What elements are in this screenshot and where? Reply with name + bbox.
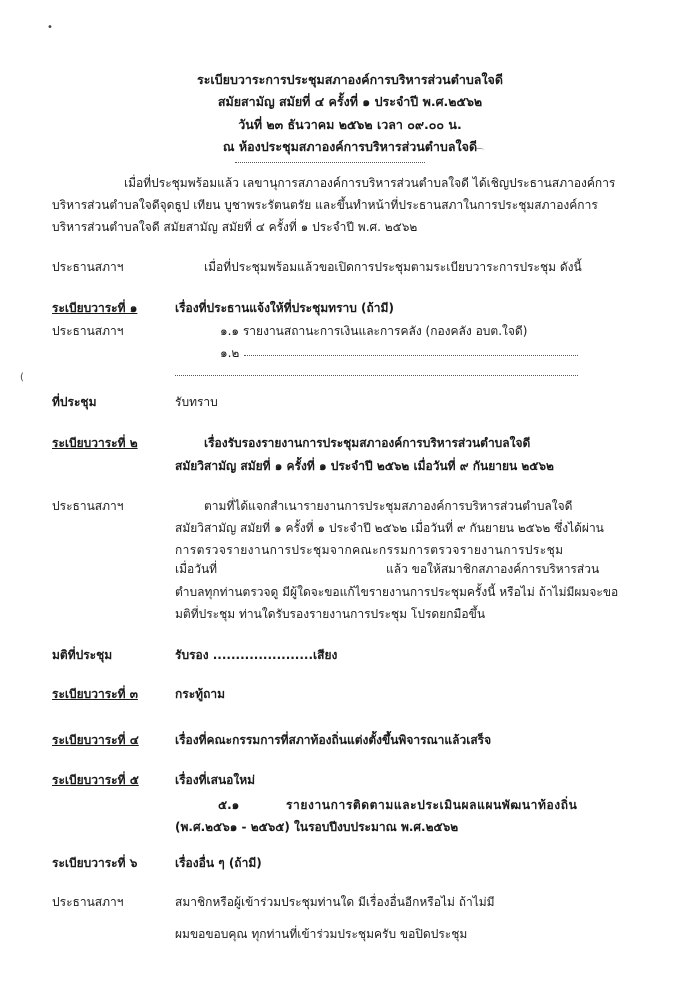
header-title: ระเบียบวาระการประชุมสภาองค์การบริหารส่วนตำบลใจดี: [197, 72, 503, 87]
header-venue: ณ ห้องประชุมสภาองค์การบริหารส่วนตำบลใจดี: [222, 139, 478, 154]
agenda-2-body-line-6: มติที่ประชุม ท่านใดรับรองรายงานการประชุม โปรดยกมือขึ้น: [175, 607, 486, 621]
agenda-4-label: ระเบียบวาระที่ ๔: [52, 733, 139, 747]
agenda-1-title: เรื่องที่ประธานแจ้งให้ที่ประชุมทราบ (ถ้ามี): [175, 301, 394, 315]
scan-dot-mark: •: [47, 22, 53, 33]
agenda-2-body-line-3: การตรวจรายงานการประชุมจากคณะกรรมการตรวจรายงานการประชุม: [175, 543, 564, 557]
agenda-2-body-line-4-start: เมื่อวันที่: [175, 562, 218, 576]
agenda-4-title: เรื่องที่คณะกรรมการที่สภาท้องถิ่นแต่งตั้งขึ้นพิจารณาแล้วเสร็จ: [175, 733, 492, 747]
agenda-1-item-2-blank: [244, 355, 578, 356]
scan-margin-mark: (: [20, 372, 24, 383]
agenda-1-resolution-label: ที่ประชุม: [52, 395, 97, 409]
agenda-6-closing-line-2: ผมขอขอบคุณ ทุกท่านที่เข้าร่วมประชุมครับ ขอปิดประชุม: [175, 927, 468, 941]
agenda-5-title: เรื่องที่เสนอใหม่: [175, 773, 256, 787]
header-date: วันที่ ๒๓ ธันวาคม ๒๕๖๒ เวลา ๐๙.๐๐ น.: [238, 117, 462, 132]
agenda-1-label: ระเบียบวาระที่ ๑: [52, 301, 138, 315]
agenda-2-label: ระเบียบวาระที่ ๒: [52, 436, 138, 450]
agenda-3-title: กระทู้ถาม: [175, 687, 225, 701]
intro-line-1: เมื่อที่ประชุมพร้อมแล้ว เลขานุการสภาองค์การบริหารส่วนตำบลใจดี ได้เชิญประธานสภาองค์การ: [124, 176, 616, 190]
header-session: สมัยสามัญ สมัยที่ ๔ ครั้งที่ ๑ ประจำปี พ.ศ.๒๕๖๒: [217, 94, 483, 109]
agenda-1-item-2: ๑.๒: [220, 346, 240, 360]
agenda-2-body-line-1: ตามที่ได้แจกสำเนารายงานการประชุมสภาองค์การบริหารส่วนตำบลใจดี: [204, 499, 573, 513]
agenda-5-item-number: ๕.๑: [218, 798, 240, 812]
agenda-2-body-line-5: ตำบลทุกท่านตรวจดู มีผู้ใดจะขอแก้ไขรายงานการประชุมครั้งนี้ หรือไม่ ถ้าไม่มีผมจะขอ: [175, 585, 619, 599]
intro-line-3: บริหารส่วนตำบลใจดี สมัยสามัญ สมัยที่ ๔ ครั้งที่ ๑ ประจำปี พ.ศ. ๒๕๖๒: [52, 220, 418, 234]
header-divider: [235, 162, 425, 163]
agenda-5-item-line-2: (พ.ศ.๒๕๖๑ - ๒๕๖๕) ในรอบปีงบประมาณ พ.ศ.๒๕๖๒: [175, 820, 459, 834]
agenda-6-closing-line-1: สมาชิกหรือผู้เข้าร่วมประชุมท่านใด มีเรื่องอื่นอีกหรือไม่ ถ้าไม่มี: [175, 895, 495, 909]
agenda-2-title-line-2: สมัยวิสามัญ สมัยที่ ๑ ครั้งที่ ๑ ประจำปี ๒๕๖๒ เมื่อวันที่ ๙ กันยายน ๒๕๖๒: [175, 459, 554, 473]
agenda-6-title: เรื่องอื่น ๆ (ถ้ามี): [175, 856, 262, 870]
opening-text: เมื่อที่ประชุมพร้อมแล้วขอเปิดการประชุมตามระเบียบวาระการประชุม ดังนี้: [204, 260, 582, 274]
opening-speaker: ประธานสภาฯ: [52, 260, 124, 274]
agenda-2-title-line-1: เรื่องรับรองรายงานการประชุมสภาองค์การบริหารส่วนตำบลใจดี: [204, 436, 531, 450]
agenda-2-body-line-2: สมัยวิสามัญ สมัยที่ ๑ ครั้งที่ ๑ ประจำปี ๒๕๖๒ เมื่อวันที่ ๙ กันยายน ๒๕๖๒ ซึ่งได้ผ่าน: [175, 521, 604, 535]
intro-line-2: บริหารส่วนตำบลใจดีจุดธูป เทียน บูชาพระรัตนตรัย และขึ้นทำหน้าที่ประธานสภาในการประชุมสภาองค์การ: [52, 198, 598, 212]
agenda-6-label: ระเบียบวาระที่ ๖: [52, 856, 138, 870]
agenda-1-resolution-text: รับทราบ: [175, 395, 218, 409]
agenda-1-item-1: ๑.๑ รายงานสถานะการเงินและการคลัง (กองคลัง อบต.ใจดี): [220, 324, 528, 338]
agenda-1-speaker: ประธานสภาฯ: [52, 324, 124, 338]
scan-tick-mark: ⌒: [475, 149, 485, 159]
agenda-3-label: ระเบียบวาระที่ ๓: [52, 687, 138, 701]
agenda-1-extra-blank: [175, 375, 578, 376]
agenda-2-resolution-text: รับรอง ......................เสียง: [175, 648, 338, 662]
agenda-5-label: ระเบียบวาระที่ ๕: [52, 773, 139, 787]
agenda-2-body-line-4-end: แล้ว ขอให้สมาชิกสภาองค์การบริหารส่วน: [386, 562, 600, 576]
agenda-2-resolution-label: มติที่ประชุม: [52, 648, 113, 662]
agenda-6-speaker: ประธานสภาฯ: [52, 895, 124, 909]
agenda-5-item-line-1: รายงานการติดตามและประเมินผลแผนพัฒนาท้องถิ่น: [286, 798, 578, 812]
agenda-2-speaker: ประธานสภาฯ: [52, 499, 124, 513]
